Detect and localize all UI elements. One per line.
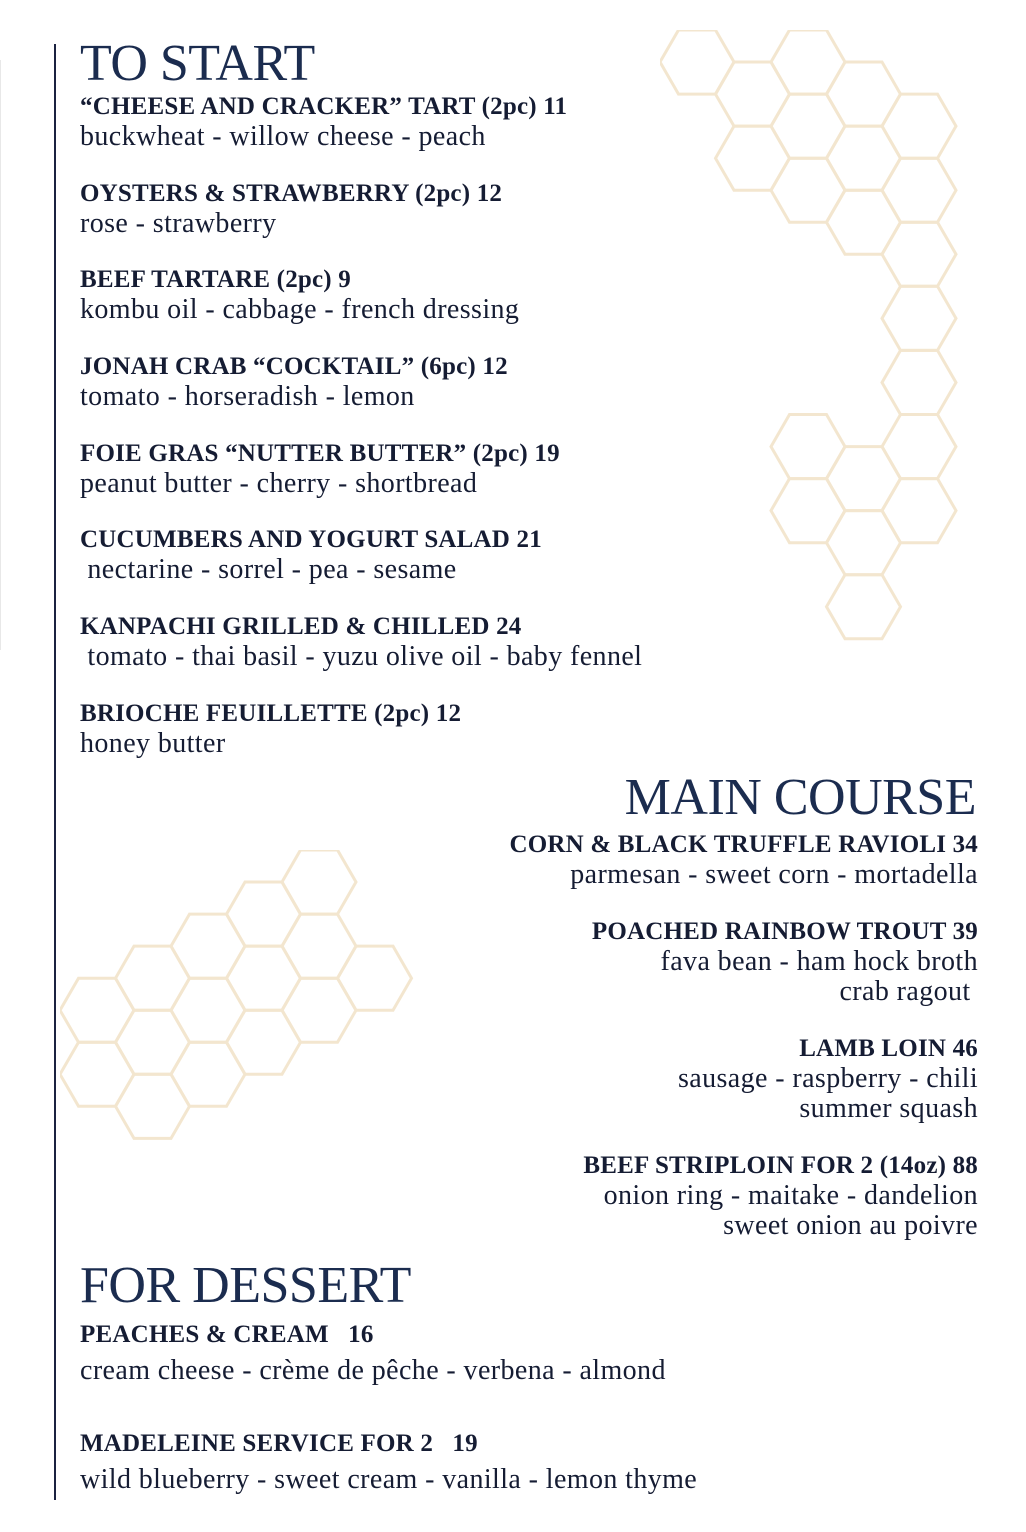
item-description: rose - strawberry: [80, 208, 277, 239]
item-name: BEEF TARTARE (2pc) 9: [80, 266, 351, 293]
item-name: “CHEESE AND CRACKER” TART (2pc) 11: [80, 93, 568, 120]
item-name: CORN & BLACK TRUFFLE RAVIOLI 34: [509, 831, 978, 858]
section-title-main-course: MAIN COURSE: [624, 769, 976, 826]
item-description: wild blueberry - sweet cream - vanilla - lemon thyme: [80, 1464, 698, 1495]
item-name: OYSTERS & STRAWBERRY (2pc) 12: [80, 180, 503, 207]
item-description: parmesan - sweet corn - mortadella: [570, 859, 978, 890]
item-name: BEEF STRIPLOIN FOR 2 (14oz) 88: [583, 1152, 978, 1179]
menu-item: [80, 439, 560, 499]
item-description: buckwheat - willow cheese - peach: [80, 121, 486, 152]
honeycomb-decoration-bottom-left: [60, 850, 460, 1200]
page-edge-shadow: [0, 60, 1, 650]
menu-item: [583, 1151, 978, 1241]
item-name: FOIE GRAS “NUTTER BUTTER” (2pc) 19: [80, 440, 560, 467]
item-name: CUCUMBERS AND YOGURT SALAD 21: [80, 526, 542, 553]
item-description: kombu oil - cabbage - french dressing: [80, 294, 520, 325]
item-name: POACHED RAINBOW TROUT 39: [591, 918, 978, 945]
menu-item: [80, 179, 502, 239]
menu-item: [80, 352, 508, 412]
menu-item: [80, 1429, 697, 1495]
item-name: LAMB LOIN 46: [799, 1035, 978, 1062]
item-description: tomato - thai basil - yuzu olive oil - baby fennel: [80, 641, 643, 672]
section-title-for-dessert: FOR DESSERT: [80, 1257, 411, 1314]
item-description: honey butter: [80, 728, 226, 759]
menu-item: [592, 917, 978, 1007]
menu-item: [80, 1320, 666, 1386]
item-description: tomato - horseradish - lemon: [80, 381, 415, 412]
menu-item: [509, 830, 978, 890]
menu-item: [80, 92, 567, 152]
item-name: JONAH CRAB “COCKTAIL” (6pc) 12: [80, 353, 508, 380]
item-description: fava bean - ham hock broth: [660, 946, 978, 977]
item-description: peanut butter - cherry - shortbread: [80, 468, 478, 499]
menu-item: [80, 612, 642, 672]
honeycomb-decoration-top-right: [660, 30, 990, 690]
item-name: BRIOCHE FEUILLETTE (2pc) 12: [80, 700, 462, 727]
section-title-to-start: TO START: [80, 35, 315, 92]
menu-item: [80, 699, 461, 759]
item-description: summer squash: [799, 1093, 978, 1124]
item-name: KANPACHI GRILLED & CHILLED 24: [80, 613, 522, 640]
item-description: sweet onion au poivre: [723, 1210, 978, 1241]
item-description: sausage - raspberry - chili: [677, 1063, 978, 1094]
item-name: PEACHES & CREAM 16: [80, 1321, 374, 1348]
menu-item: [678, 1034, 978, 1124]
menu-item: [80, 525, 542, 585]
item-name: MADELEINE SERVICE FOR 2 19: [80, 1430, 478, 1457]
item-description: cream cheese - crème de pêche - verbena - almond: [80, 1355, 666, 1386]
left-vertical-rule: [54, 44, 56, 1500]
item-description: nectarine - sorrel - pea - sesame: [80, 554, 457, 585]
item-description: onion ring - maitake - dandelion: [603, 1180, 978, 1211]
item-description: crab ragout: [839, 976, 978, 1007]
menu-item: [80, 265, 519, 325]
